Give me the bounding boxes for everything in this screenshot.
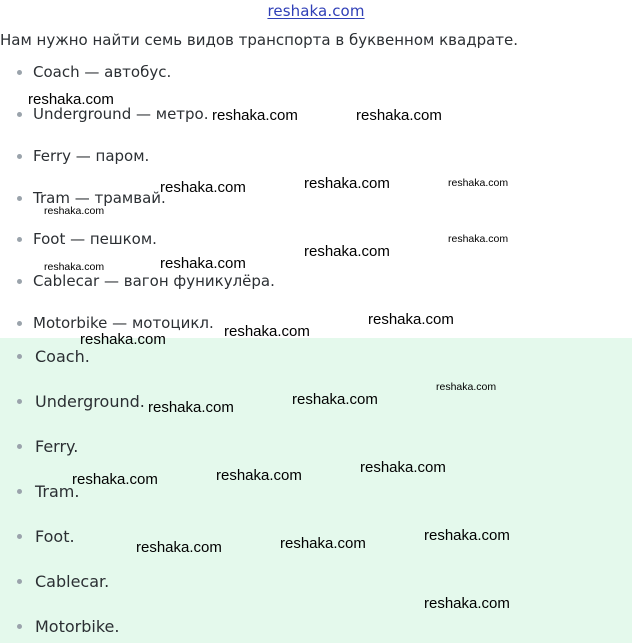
site-header-link[interactable]: reshaka.com bbox=[267, 2, 365, 20]
watermark: reshaka.com bbox=[224, 323, 310, 340]
watermark: reshaka.com bbox=[148, 399, 234, 416]
watermark: reshaka.com bbox=[212, 107, 298, 124]
watermark: reshaka.com bbox=[448, 233, 509, 245]
translation-text: Foot — пешком. bbox=[33, 230, 157, 248]
watermark: reshaka.com bbox=[280, 535, 366, 552]
bullet-dot-icon bbox=[17, 579, 22, 584]
bullet-dot-icon bbox=[17, 489, 22, 494]
bullet-dot-icon bbox=[17, 196, 22, 201]
translation-text: Underground — метро. bbox=[33, 105, 209, 123]
bullet-dot-icon bbox=[17, 399, 22, 404]
watermark: reshaka.com bbox=[28, 91, 114, 108]
watermark: reshaka.com bbox=[44, 205, 105, 217]
list-item bbox=[0, 389, 145, 413]
bullet-dot-icon bbox=[17, 237, 22, 242]
list-item bbox=[0, 569, 109, 593]
list-item bbox=[0, 344, 90, 368]
list-item bbox=[0, 60, 171, 84]
watermark: reshaka.com bbox=[216, 467, 302, 484]
bullet-dot-icon bbox=[17, 444, 22, 449]
watermark: reshaka.com bbox=[160, 255, 246, 272]
translation-text: Coach — автобус. bbox=[33, 63, 172, 81]
translation-text: Ferry — паром. bbox=[33, 147, 150, 165]
translation-text: Motorbike — мотоцикл. bbox=[33, 314, 214, 332]
watermark: reshaka.com bbox=[292, 391, 378, 408]
answer-text: Cablecar. bbox=[35, 571, 110, 591]
answer-text: Foot. bbox=[35, 526, 75, 546]
watermark: reshaka.com bbox=[80, 331, 166, 348]
watermark: reshaka.com bbox=[424, 527, 510, 544]
list-item bbox=[0, 144, 149, 168]
answer-text: Underground. bbox=[35, 391, 145, 411]
watermark: reshaka.com bbox=[436, 381, 497, 393]
intro-text: Нам нужно найти семь видов транспорта в буквенном квадрате. bbox=[0, 31, 519, 49]
answer-text: Coach. bbox=[35, 346, 90, 366]
translation-text: Tram — трамвай. bbox=[33, 189, 166, 207]
list-item bbox=[0, 479, 79, 503]
watermark: reshaka.com bbox=[424, 595, 510, 612]
list-item bbox=[0, 434, 78, 458]
watermark: reshaka.com bbox=[368, 311, 454, 328]
watermark: reshaka.com bbox=[72, 471, 158, 488]
bullet-dot-icon bbox=[17, 354, 22, 359]
answer-text: Ferry. bbox=[35, 436, 79, 456]
answer-panel bbox=[0, 338, 632, 643]
watermark: reshaka.com bbox=[44, 261, 105, 273]
list-item bbox=[0, 269, 275, 293]
bullet-dot-icon bbox=[17, 321, 22, 326]
bullet-dot-icon bbox=[17, 70, 22, 75]
watermark: reshaka.com bbox=[304, 243, 390, 260]
watermark: reshaka.com bbox=[160, 179, 246, 196]
list-item bbox=[0, 614, 119, 638]
watermark: reshaka.com bbox=[448, 177, 509, 189]
bullet-dot-icon bbox=[17, 279, 22, 284]
answer-text: Tram. bbox=[35, 481, 80, 501]
watermark: reshaka.com bbox=[356, 107, 442, 124]
watermark: reshaka.com bbox=[360, 459, 446, 476]
answer-text: Motorbike. bbox=[35, 616, 120, 636]
bullet-dot-icon bbox=[17, 154, 22, 159]
watermark: reshaka.com bbox=[136, 539, 222, 556]
watermark: reshaka.com bbox=[304, 175, 390, 192]
bullet-dot-icon bbox=[17, 112, 22, 117]
bullet-dot-icon bbox=[17, 534, 22, 539]
bullet-dot-icon bbox=[17, 624, 22, 629]
translation-text: Cablecar — вагон фуникулёра. bbox=[33, 272, 275, 290]
list-item bbox=[0, 524, 75, 548]
list-item bbox=[0, 227, 157, 251]
